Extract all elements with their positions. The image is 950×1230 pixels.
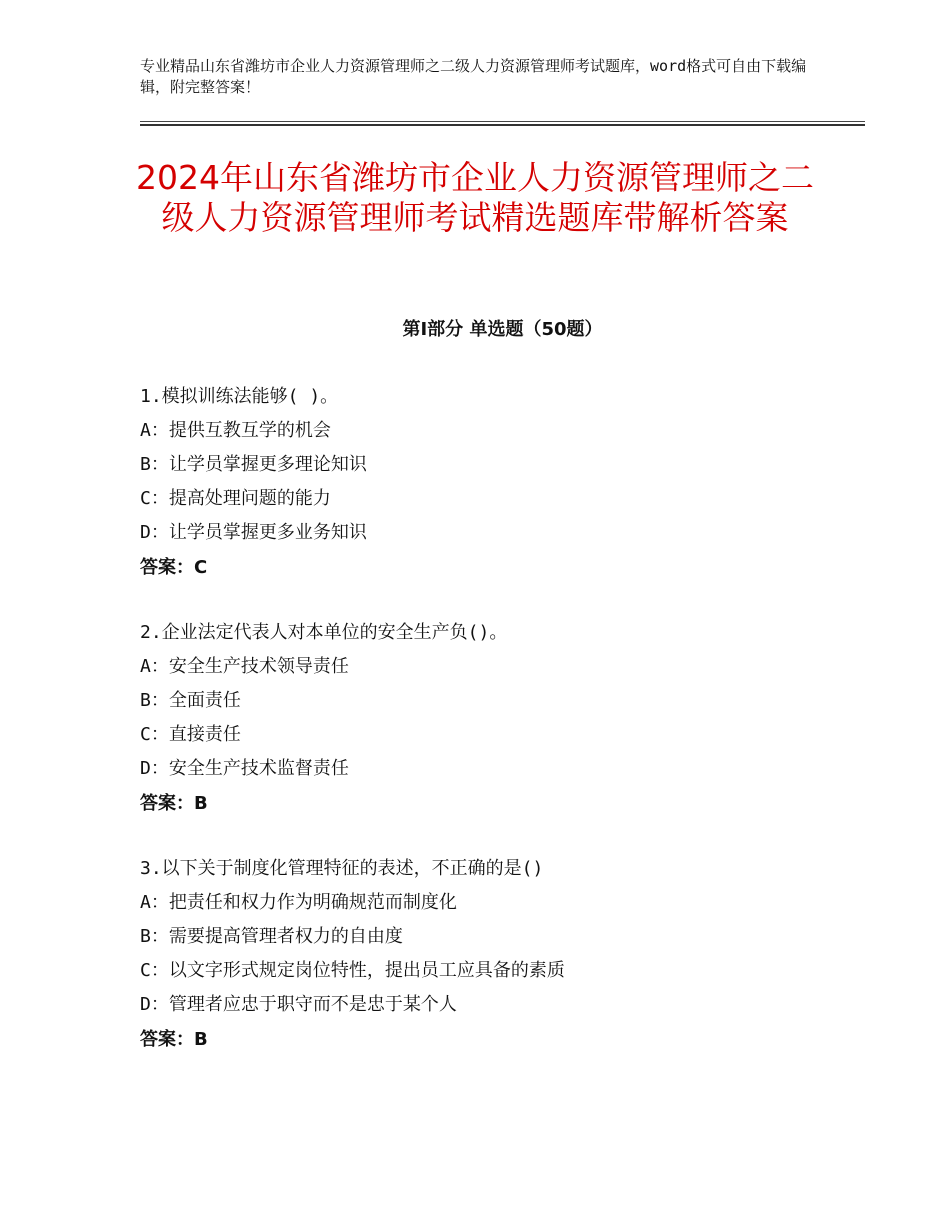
header-note: 专业精品山东省潍坊市企业人力资源管理师之二级人力资源管理师考试题库，word格式可自由下载编辑，附完整答案！ bbox=[140, 57, 807, 96]
option-b: B：让学员掌握更多理论知识 bbox=[140, 454, 367, 475]
question-stem: 3.以下关于制度化管理特征的表述，不正确的是() bbox=[140, 858, 544, 879]
option-b: B：全面责任 bbox=[140, 690, 241, 711]
option-c: C：提高处理问题的能力 bbox=[140, 488, 331, 509]
option-a: A：提供互教互学的机会 bbox=[140, 420, 331, 441]
answer: 答案：B bbox=[140, 793, 208, 814]
option-c: C：以文字形式规定岗位特性，提出员工应具备的素质 bbox=[140, 960, 565, 981]
option-d: D：安全生产技术监督责任 bbox=[140, 758, 349, 779]
header-rule-thick bbox=[140, 124, 865, 126]
section-title: 第Ⅰ部分 单选题（50题） bbox=[402, 319, 603, 340]
question-1 bbox=[140, 380, 865, 586]
question-3 bbox=[140, 852, 865, 1058]
option-b: B：需要提高管理者权力的自由度 bbox=[140, 926, 403, 947]
question-stem: 2.企业法定代表人对本单位的安全生产负()。 bbox=[140, 622, 508, 643]
answer: 答案：C bbox=[140, 557, 208, 578]
option-a: A：把责任和权力作为明确规范而制度化 bbox=[140, 892, 457, 913]
question-stem: 1.模拟训练法能够( )。 bbox=[140, 386, 339, 407]
answer: 答案：B bbox=[140, 1029, 208, 1050]
option-d: D：管理者应忠于职守而不是忠于某个人 bbox=[140, 994, 457, 1015]
option-c: C：直接责任 bbox=[140, 724, 241, 745]
header-rule-thin bbox=[140, 121, 865, 122]
question-list bbox=[140, 380, 865, 1088]
question-2 bbox=[140, 616, 865, 822]
document-title: 2024年山东省潍坊市企业人力资源管理师之二级人力资源管理师考试精选题库带解析答案 bbox=[136, 158, 814, 237]
option-d: D：让学员掌握更多业务知识 bbox=[140, 522, 367, 543]
option-a: A：安全生产技术领导责任 bbox=[140, 656, 349, 677]
